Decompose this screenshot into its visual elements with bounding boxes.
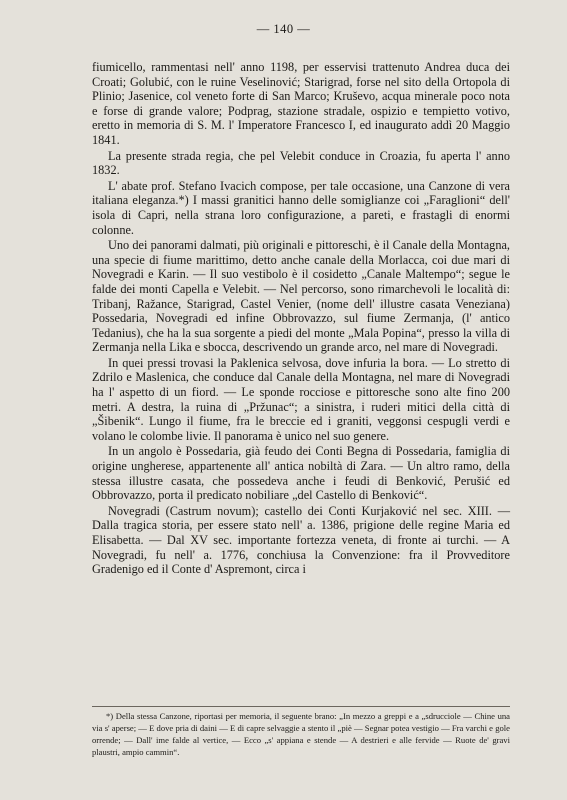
paragraph: Uno dei panorami dalmati, più originali e pittoreschi, è il Canale della Montagna, una specie di fiume marittimo, detto anche canale della Morlacca, coi due mari di Novegradi e Karin. — Il suo vestibolo è il cosidetto „Canale Maltempo“; segue le falde dei monti Capella e Velebit. — Nel percorso, sono rimarchevoli le località di: Tribanj, Ražance, Starigrad, Castel Venier, (nome dell' illustre casata Veneziana) Possedaria, Novegradi ed infine Obbrovazzo, sul fiume Zermanja, (l' antico Tedanius), che ha la sua sorgente a piedi del monte „Mala Popina“, presso la villa di Zermanja nella Lika e sbocca, descrivendo un grande arco, nel mare di Novegradi.	[92, 238, 510, 355]
page-number: — 140 —	[256, 22, 311, 36]
paragraph: Novegradi (Castrum novum); castello dei Conti Kurjaković nel sec. XIII. — Dalla tragica storia, per essere stato nell' a. 1386, prigione delle regine Maria ed Elisabetta. — Dal XV sec. importante fortezza veneta, di fronte ai turchi. — A Novegradi, fu nell' a. 1776, conchiusa la Convenzione: fra il Provveditore Gradenigo ed il Conte d' Aspremont, circa i	[92, 503, 510, 577]
paragraph: In un angolo è Possedaria, già feudo dei Conti Begna di Possedaria, famiglia di origine ungherese, appartenente all' antica nobiltà di Zara. — Un altro ramo, della stessa illustre casata, che possedeva anche i feudi di Benković, Perušić ed Obbrovazzo, porta il predicato nobiliare „del Castello di Benković“.	[92, 444, 510, 503]
footnote	[92, 710, 510, 758]
paragraph: fiumicello, rammentasi nell' anno 1198, per esservisi trattenuto Andrea duca dei Croati; Golubić, con le ruine Veselinović; Starigrad, forse nel sito della Ortopola di Plinio; Jasenice, col veneto forte di San Marco; Kruševo, acqua minerale poco nota e forse di grande valore; Podprag, stazione stradale, ospizio e tempietto votivo, eretto in memoria di S. M. l' Imperatore Francesco I, ed inaugurato addì 20 Maggio 1841.	[92, 60, 510, 147]
paragraph: La presente strada regia, che pel Velebit conduce in Croazia, fu aperta l' anno 1832.	[92, 148, 510, 178]
footnote-text: *) Della stessa Canzone, riportasi per memoria, il seguente brano: „In mezzo a greppi e a „sdrucciole — Chine una via s' aperse; — E dove pria di daini — E di capre selvaggie a stento il „piè — Segnar potea vestigio — Fra varchi e gole orrende; — Dall' ime falde al vertice, — Ecco „s' appiana e stende — A destrieri e alle fervide — Ruote de' gravi plaustri, ampio cammin“.	[92, 711, 510, 757]
paragraph: L' abate prof. Stefano Ivacich compose, per tale occasione, una Canzone di vera italiana eleganza.*) I massi granitici hanno delle somiglianze coi „Faraglioni“ dell' isola di Capri, nella strana loro configurazione, a pareti, e frastagli di enormi colonne.	[92, 178, 510, 237]
footnote-divider	[92, 706, 510, 707]
paragraph: In quei pressi trovasi la Paklenica selvosa, dove infuria la bora. — Lo stretto di Zdrilo e Maslenica, che conduce dal Canale della Montagna, nel mare di Novegradi ha l' aspetto di un fiord. — Le sponde rocciose e pittoresche sono alte fino 200 metri. A destra, la ruina di „Pržunac“; a sinistra, i ruderi mitici della città di „Šibenik“. Lungo il fiume, fra le breccie ed i graniti, veggonsi cespugli verdi e volano le colombe livie. Il panorama è unico nel suo genere.	[92, 355, 510, 443]
main-text	[92, 60, 510, 578]
